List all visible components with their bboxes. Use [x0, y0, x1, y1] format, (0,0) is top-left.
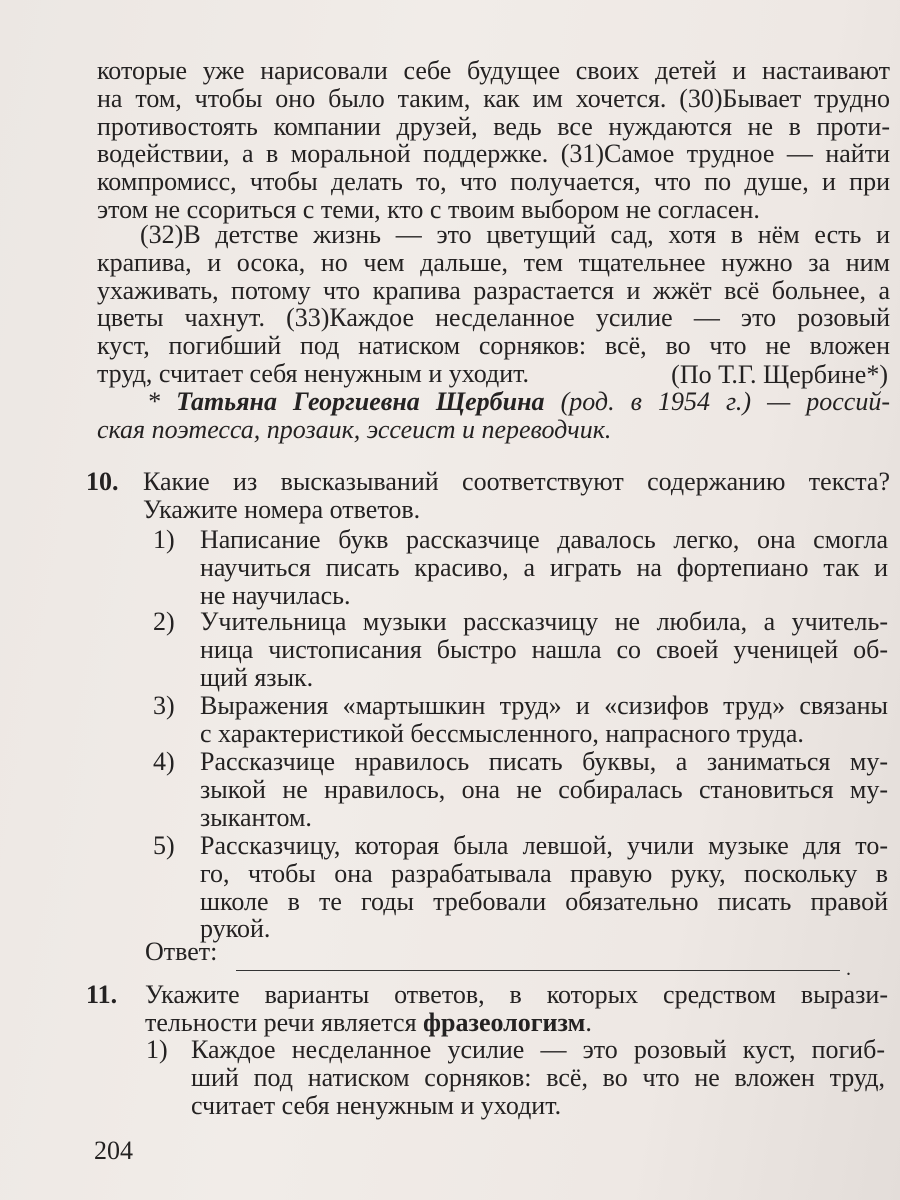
text-line: Рассказчицу, которая была левшой, учили музыке для то-	[200, 831, 888, 860]
text-line: школе в те годы требовали обязательно писать правой	[200, 886, 888, 916]
text-line: научиться писать красиво, а играть на фортепиано так и	[200, 552, 888, 582]
source-attribution: (По Т.Г. Щербине*)	[671, 360, 888, 389]
text-segment: .	[585, 1007, 592, 1037]
text-line: Какие из высказываний соответствуют содержанию текста?	[143, 467, 890, 496]
option-text	[191, 1036, 885, 1119]
text-line: крапива, и осока, но чем дальше, тем тщательнее нужно за ним	[97, 247, 890, 277]
bold-text: Татьяна Георгиевна Щербина	[176, 387, 545, 416]
text-segment: тельности речи является	[145, 1007, 424, 1037]
question-10-text	[143, 468, 890, 524]
text-line: Укажите номера ответов.	[143, 494, 421, 524]
page-number: 204	[94, 1136, 133, 1165]
bold-text: фразеологизм	[423, 1007, 586, 1037]
text-line: не научилась.	[200, 580, 351, 610]
text-line: зыкой не нравилось, она не собиралась становиться му-	[200, 774, 888, 804]
option-text	[200, 608, 888, 691]
option-number: 1)	[146, 1035, 168, 1064]
text-line: рукой.	[200, 914, 271, 944]
answer-line-dot: .	[846, 958, 851, 980]
option-number: 5)	[153, 831, 175, 860]
text-line: Написание букв рассказчице давалось легко, она смогла	[200, 525, 888, 554]
option-number: 4)	[153, 747, 175, 776]
text-line: куст, погибший под натиском сорняков: всё, во что не вложен	[97, 331, 890, 361]
option-number: 2)	[153, 607, 175, 636]
text-line: Учительница музыки рассказчицу не любила, а учитель-	[200, 607, 888, 636]
text-line: на том, чтобы оно было таким, как им хочется. (30)Бывает трудно	[97, 83, 890, 113]
text-line: Выражения «мартышкин труд» и «сизифов труд» связаны	[200, 691, 888, 720]
text-line	[145, 1009, 888, 1037]
text-line: труд, считает себя ненужным и уходит.	[97, 358, 530, 388]
option-text	[200, 832, 888, 943]
text-line: противостоять компании друзей, ведь все нуждаются не в проти-	[97, 111, 890, 141]
question-11-text	[145, 981, 888, 1037]
text-segment: (род. в 1954 г.) — россий-	[544, 387, 891, 416]
text-line: (32)В детстве жизнь — это цветущий сад, хотя в нём есть и	[140, 220, 890, 249]
text-line: Каждое несделанное усилие — это розовый куст, погиб-	[191, 1035, 885, 1064]
author-footnote	[97, 388, 890, 444]
text-line: ская поэтесса, прозаик, эссеист и переводчик.	[97, 414, 612, 444]
text-line: компромисс, чтобы делать то, что получается, что по душе, и при	[97, 167, 890, 197]
answer-blank-line	[236, 970, 840, 971]
text-line: с характеристикой бессмысленного, напрасного труда.	[200, 718, 804, 748]
option-number: 1)	[153, 525, 175, 554]
text-line: считает себя ненужным и уходит.	[191, 1090, 562, 1120]
text-segment: *	[147, 387, 177, 416]
text-line: этом не ссориться с теми, кто с твоим выбором не согласен.	[97, 194, 760, 224]
text-line: ухаживать, потому что крапива разрастается и жжёт всё больнее, а	[97, 275, 890, 305]
text-line: го, чтобы она разрабатывала правую руку, поскольку в	[200, 858, 888, 888]
option-number: 3)	[153, 691, 175, 720]
text-line: цветы чахнут. (33)Каждое несделанное усилие — это розовый	[97, 303, 890, 333]
text-line	[97, 388, 890, 416]
option-text	[200, 526, 888, 609]
paragraph-1	[97, 57, 890, 224]
text-line: ший под натиском сорняков: всё, во что не вложен труд,	[191, 1062, 885, 1092]
text-line: зыкантом.	[200, 802, 312, 832]
option-text	[200, 748, 888, 831]
question-10-number: 10.	[86, 467, 119, 496]
text-line: которые уже нарисовали себе будущее своих детей и настаивают	[97, 56, 890, 85]
option-text	[200, 692, 888, 748]
answer-label: Ответ:	[145, 937, 218, 966]
text-line: Укажите варианты ответов, в которых средством вырази-	[145, 980, 888, 1009]
question-11-number: 11.	[86, 980, 118, 1009]
text-line: водействии, а в моральной поддержке. (31)Самое трудное — найти	[97, 139, 890, 169]
text-line: Рассказчице нравилось писать буквы, а заниматься му-	[200, 747, 888, 776]
text-line: щий язык.	[200, 662, 314, 692]
text-line: ница чистописания быстро нашла со своей ученицей об-	[200, 634, 888, 664]
